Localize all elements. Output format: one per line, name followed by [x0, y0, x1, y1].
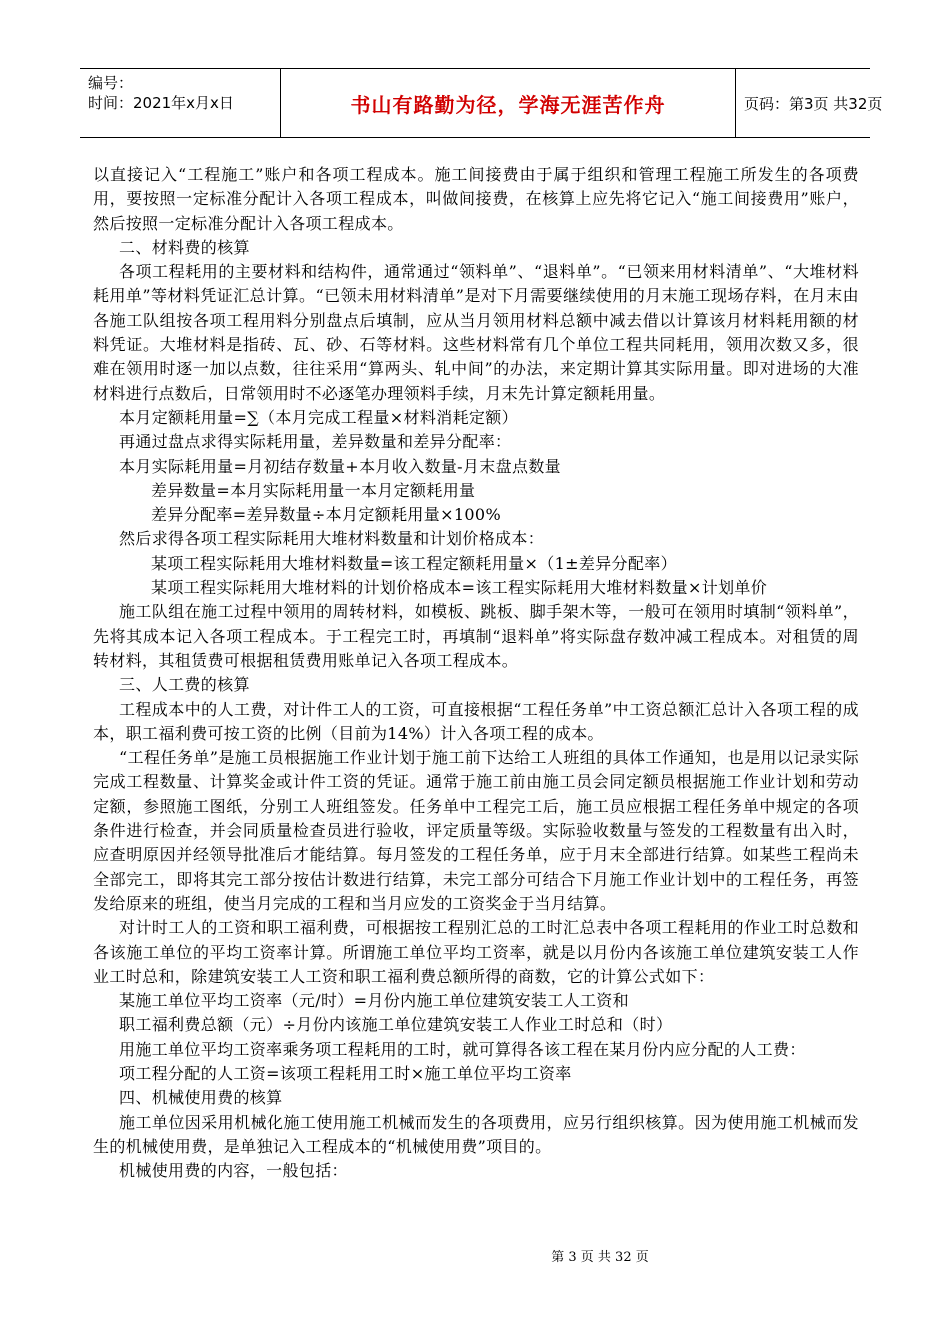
- paragraph: 三、人工费的核算: [119, 675, 250, 695]
- paragraph: 用施工单位平均工资率乘务项工程耗用的工时，就可算得各该工程在某月份内应分配的人工费：: [119, 1039, 806, 1059]
- document-header: [80, 68, 883, 138]
- header-page-cell: [736, 69, 883, 137]
- paragraph: 然后求得各项工程实际耗用大堆材料数量和计划价格成本：: [119, 529, 545, 549]
- paragraph: 施工队组在施工过程中领用的周转材料，如模板、跳板、脚手架木等，一般可在领用时填制“领料单”，先将其成本记入各项工程成本。于工程完工时，再填制“退料单”将实际盘存数冲减工程成本。对租赁的周转材料，其租赁费可根据租赁费用账单记入各项工程成本。: [93, 602, 859, 670]
- number-label: 编号：: [88, 74, 134, 92]
- paragraph: 工程成本中的人工费，对计件工人的工资，可直接根据“工程任务单”中工资总额汇总计入各项工程的成本，职工福利费可按工资的比例（目前为14%）计入各项工程的成本。: [93, 699, 859, 743]
- paragraph: 差异分配率=差异数量÷本月定额耗用量×100%: [151, 505, 502, 525]
- paragraph: 各项工程耗用的主要材料和结构件，通常通过“领料单”、“退料单”。“已领来用材料清单”、“大堆材料耗用单”等材料凭证汇总计算。“已领未用材料清单”是对下月需要继续使用的月末施工现场存料，在月末由各施工队组按各项工程用料分别盘点后填制，应从当月领用材料总额中减去借以计算该月材料耗用额的材料凭证。大堆材料是指砖、瓦、砂、石等材料。这些材料常有几个单位工程共同耗用，领用次数又多，很难在领用时逐一加以点数，往往采用“算两头、轧中间”的办法，来定期计算其实际用量。即对进场的大准材料进行点数后，日常领用时不必逐笔办理领料手续，月末先计算定额耗用量。: [93, 262, 859, 403]
- paragraph: 以直接记入“工程施工”账户和各项工程成本。施工间接费由于属于组织和管理工程施工所发生的各项费用，要按照一定标准分配计入各项工程成本，叫做间接费，在核算上应先将它记入“施工间接费用”账户，然后按照一定标准分配计入各项工程成本。: [93, 165, 859, 233]
- time-label: 时间：2021年x月x日: [88, 94, 234, 112]
- paragraph: 对计时工人的工资和职工福利费，可根据按工程别汇总的工时汇总表中各项工程耗用的作业工时总数和各该施工单位的平均工资率计算。所谓施工单位平均工资率，就是以月份内各该施工单位建筑安装工人作业工时总和，除建筑安装工人工资和职工福利费总额所得的商数，它的计算公式如下：: [93, 918, 859, 986]
- paragraph: 机械使用费的内容，一般包括：: [119, 1161, 348, 1181]
- motto-text: 书山有路勤为径，学海无涯苦作舟: [350, 92, 666, 117]
- paragraph: 项工程分配的人工资=该项工程耗用工时×施工单位平均工资率: [119, 1063, 572, 1083]
- body-content: [93, 163, 859, 1183]
- header-motto-cell: [280, 69, 736, 137]
- paragraph: 差异数量=本月实际耗用量一本月定额耗用量: [151, 480, 476, 500]
- paragraph: 某施工单位平均工资率（元/时）=月份内施工单位建筑安装工人工资和: [119, 991, 629, 1011]
- paragraph: 本月定额耗用量=∑（本月完成工程量×材料消耗定额）: [119, 407, 518, 427]
- header-meta: [80, 69, 280, 137]
- paragraph: 职工福利费总额（元）÷月份内该施工单位建筑安装工人作业工时总和（时）: [119, 1015, 673, 1035]
- paragraph: 某项工程实际耗用大堆材料数量=该工程定额耗用量×（1±差异分配率）: [151, 553, 677, 573]
- paragraph: 二、材料费的核算: [119, 237, 250, 257]
- paragraph: 本月实际耗用量=月初结存数量+本月收入数量-月末盘点数量: [119, 456, 562, 476]
- page-info: 页码：第3页 共32页: [744, 94, 883, 113]
- paragraph: 四、机械使用费的核算: [119, 1088, 283, 1108]
- paragraph: “工程任务单”是施工员根据施工作业计划于施工前下达给工人班组的具体工作通知，也是用以记录实际完成工程数量、计算奖金或计件工资的凭证。通常于施工前由施工员会同定额员根据施工作业计划和劳动定额，参照施工图纸，分别工人班组签发。任务单中工程完工后，施工员应根据工程任务单中规定的各项条件进行检查，并会同质量检查员进行验收，评定质量等级。实际验收数量与签发的工程数量有出入时，应查明原因并经领导批准后才能结算。每月签发的工程任务单，应于月末全部进行结算。如某些工程尚未全部完工，即将其完工部分按估计数进行结算，未完工部分可结合下月施工作业计划中的工程任务，再签发给原来的班组，使当月完成的工程和当月应发的工资奖金于当月结算。: [93, 748, 859, 913]
- paragraph: 施工单位因采用机械化施工使用施工机械而发生的各项费用，应另行组织核算。因为使用施工机械而发生的机械使用费，是单独记入工程成本的“机械使用费”项目的。: [93, 1112, 859, 1156]
- paragraph: 再通过盘点求得实际耗用量，差异数量和差异分配率：: [119, 432, 512, 452]
- paragraph: 某项工程实际耗用大堆材料的计划价格成本=该工程实际耗用大堆材料数量×计划单价: [151, 578, 768, 598]
- page-footer: [0, 1246, 950, 1265]
- footer-page-number: 第 3 页 共 32 页: [551, 1250, 649, 1265]
